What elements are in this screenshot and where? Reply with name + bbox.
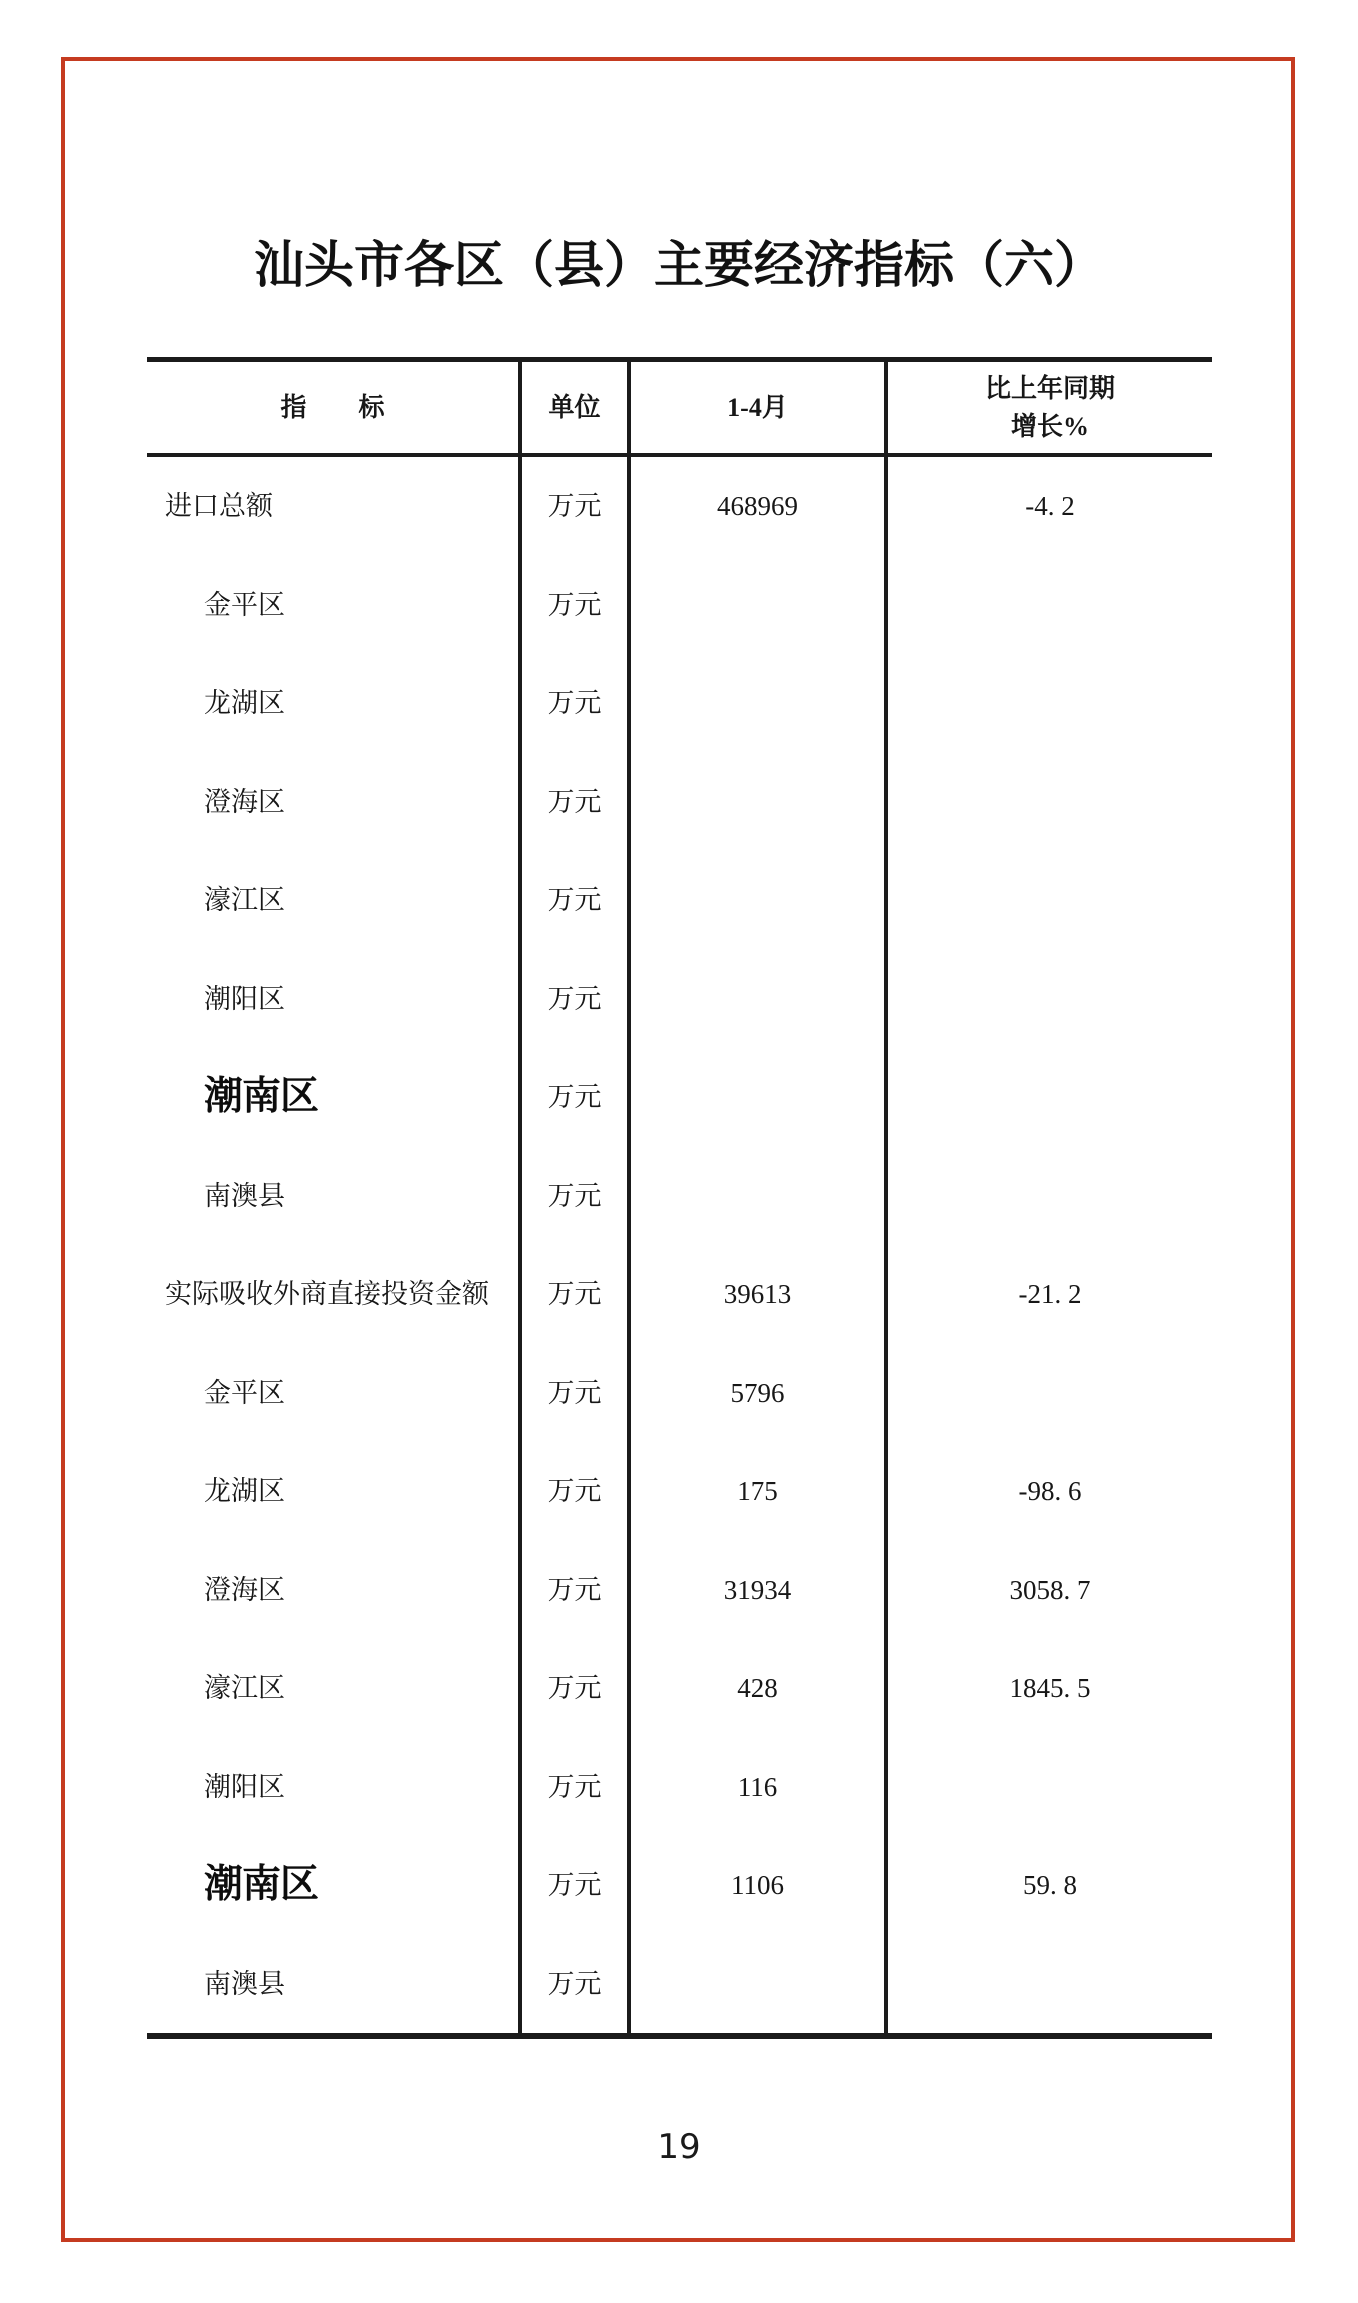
unit-cell: 万元	[522, 1541, 631, 1640]
header-unit: 单位	[522, 362, 631, 453]
header-indicator: 指 标	[147, 362, 522, 453]
indicator-cell: 南澳县	[147, 1935, 522, 2034]
indicator-cell: 濠江区	[147, 851, 522, 950]
unit-cell: 万元	[522, 753, 631, 852]
table-row	[147, 1344, 1212, 1443]
indicator-cell: 实际吸收外商直接投资金额	[147, 1245, 522, 1344]
table-row	[147, 1245, 1212, 1344]
table-row	[147, 1541, 1212, 1640]
growth-cell: -21. 2	[1018, 1279, 1082, 1310]
indicator-cell: 濠江区	[147, 1639, 522, 1738]
growth-cell: -4. 2	[1025, 491, 1075, 522]
value-cell: 39613	[631, 1245, 888, 1344]
unit-cell: 万元	[522, 1147, 631, 1246]
indicator-cell: 金平区	[147, 1344, 522, 1443]
growth-cell	[888, 950, 1212, 1049]
header-growth-line1: 比上年同期	[984, 374, 1115, 404]
value-cell: 428	[631, 1639, 888, 1738]
value-cell: 1106	[631, 1836, 888, 1935]
growth-cell	[888, 1147, 1212, 1246]
indicator-cell: 潮阳区	[147, 1738, 522, 1837]
value-cell: 175	[631, 1442, 888, 1541]
table-row	[147, 654, 1212, 753]
indicators-table	[147, 357, 1212, 2039]
unit-cell: 万元	[522, 457, 631, 556]
unit-cell: 万元	[522, 1935, 631, 2034]
value-cell	[631, 1935, 888, 2034]
value-cell	[631, 654, 888, 753]
unit-cell: 万元	[522, 1245, 631, 1344]
indicator-cell: 潮南区	[147, 1836, 522, 1935]
growth-cell	[888, 1344, 1212, 1443]
table-row	[147, 1147, 1212, 1246]
unit-cell: 万元	[522, 1442, 631, 1541]
table-header-row	[147, 362, 1212, 457]
indicator-cell: 进口总额	[147, 457, 522, 556]
indicator-cell: 龙湖区	[147, 654, 522, 753]
unit-cell: 万元	[522, 851, 631, 950]
growth-cell	[888, 1738, 1212, 1837]
value-cell	[631, 851, 888, 950]
growth-cell	[888, 753, 1212, 852]
growth-cell	[888, 851, 1212, 950]
header-growth-line2: 增长%	[1010, 411, 1089, 441]
unit-cell: 万元	[522, 654, 631, 753]
unit-cell: 万元	[522, 1836, 631, 1935]
indicator-cell: 南澳县	[147, 1147, 522, 1246]
table-row	[147, 1048, 1212, 1147]
growth-cell: 3058. 7	[1009, 1574, 1091, 1605]
value-cell: 116	[631, 1738, 888, 1837]
growth-cell: -98. 6	[1018, 1476, 1082, 1507]
value-cell	[631, 1147, 888, 1246]
value-cell	[631, 753, 888, 852]
table-row	[147, 753, 1212, 852]
value-cell: 468969	[631, 457, 888, 556]
table-row	[147, 556, 1212, 655]
growth-cell	[888, 654, 1212, 753]
growth-cell	[888, 1048, 1212, 1147]
table-body	[147, 457, 1212, 2033]
table-row	[147, 950, 1212, 1049]
table-row	[147, 1442, 1212, 1541]
indicator-cell: 澄海区	[147, 753, 522, 852]
table-row	[147, 851, 1212, 950]
unit-cell: 万元	[522, 1738, 631, 1837]
indicator-cell: 潮南区	[147, 1048, 522, 1147]
page-number: 19	[657, 2127, 701, 2167]
unit-cell: 万元	[522, 1344, 631, 1443]
value-cell	[631, 950, 888, 1049]
growth-cell	[888, 1935, 1212, 2034]
indicator-cell: 澄海区	[147, 1541, 522, 1640]
value-cell	[631, 556, 888, 655]
table-row	[147, 1639, 1212, 1738]
growth-cell	[888, 556, 1212, 655]
header-growth	[888, 362, 1212, 453]
header-period: 1-4月	[631, 362, 888, 453]
unit-cell: 万元	[522, 1048, 631, 1147]
unit-cell: 万元	[522, 556, 631, 655]
growth-cell: 1845. 5	[1009, 1673, 1091, 1704]
page-title: 汕头市各区（县）主要经济指标（六）	[254, 237, 1104, 293]
indicator-cell: 龙湖区	[147, 1442, 522, 1541]
value-cell: 5796	[631, 1344, 888, 1443]
growth-cell: 59. 8	[1023, 1870, 1077, 1901]
table-row	[147, 1836, 1212, 1935]
indicator-cell: 金平区	[147, 556, 522, 655]
value-cell: 31934	[631, 1541, 888, 1640]
unit-cell: 万元	[522, 1639, 631, 1738]
indicator-cell: 潮阳区	[147, 950, 522, 1049]
table-row	[147, 457, 1212, 556]
table-row	[147, 1738, 1212, 1837]
value-cell	[631, 1048, 888, 1147]
unit-cell: 万元	[522, 950, 631, 1049]
table-row	[147, 1935, 1212, 2034]
